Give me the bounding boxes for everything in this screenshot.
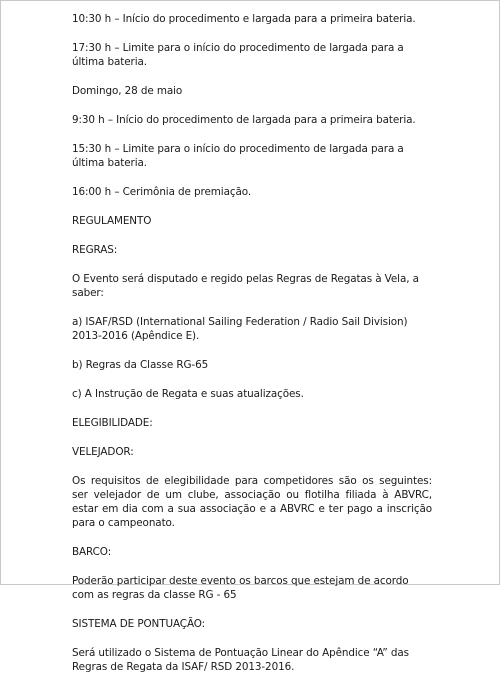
boat-requirements: Poderão participar deste evento os barcos que estejam de acordo com as regras da classe RG - 65 bbox=[72, 575, 409, 601]
schedule-item-saturday-limit: 17:30 h – Limite para o início do procedimento de largada para a última bateria. bbox=[72, 42, 404, 68]
schedule-item-ceremony: 16:00 h – Cerimônia de premiação. bbox=[72, 186, 252, 198]
schedule-item-sunday-start: 9:30 h – Início do procedimento de largada para a primeira bateria. bbox=[72, 114, 416, 126]
rules-intro: O Evento será disputado e regido pelas Regras de Regatas à Vela, a saber: bbox=[72, 273, 419, 299]
section-heading-velejador: VELEJADOR: bbox=[72, 446, 134, 458]
schedule-item-saturday-start: 10:30 h – Início do procedimento e largada para a primeira bateria. bbox=[72, 13, 416, 25]
rules-item-c: c) A Instrução de Regata e suas atualizações. bbox=[72, 388, 304, 400]
section-heading-barco: BARCO: bbox=[72, 546, 112, 558]
scoring-system: Será utilizado o Sistema de Pontuação Linear do Apêndice “A” das Regras de Regata da ISAF/ RSD 2013-2016. bbox=[72, 647, 409, 673]
section-heading-regulamento: REGULAMENTO bbox=[72, 215, 152, 227]
rules-item-a: a) ISAF/RSD (International Sailing Federation / Radio Sail Division) 2013-2016 (Apêndice E). bbox=[72, 316, 408, 342]
section-heading-elegibilidade: ELEGIBILIDADE: bbox=[72, 417, 153, 429]
eligibility-requirements: Os requisitos de elegibilidade para competidores são os seguintes: ser velejador de um clube, associação ou flotilha filiada à ABVRC, estar em dia com a sua associação e a ABVRC e ter pago a inscrição para o campeonato. bbox=[72, 475, 432, 529]
schedule-day-heading: Domingo, 28 de maio bbox=[72, 85, 183, 97]
section-heading-regras: REGRAS: bbox=[72, 244, 118, 256]
rules-item-b: b) Regras da Classe RG-65 bbox=[72, 359, 209, 371]
section-heading-pontuacao: SISTEMA DE PONTUAÇÃO: bbox=[72, 618, 206, 630]
document-body bbox=[72, 12, 432, 674]
schedule-item-sunday-limit: 15:30 h – Limite para o início do procedimento de largada para a última bateria. bbox=[72, 143, 404, 169]
